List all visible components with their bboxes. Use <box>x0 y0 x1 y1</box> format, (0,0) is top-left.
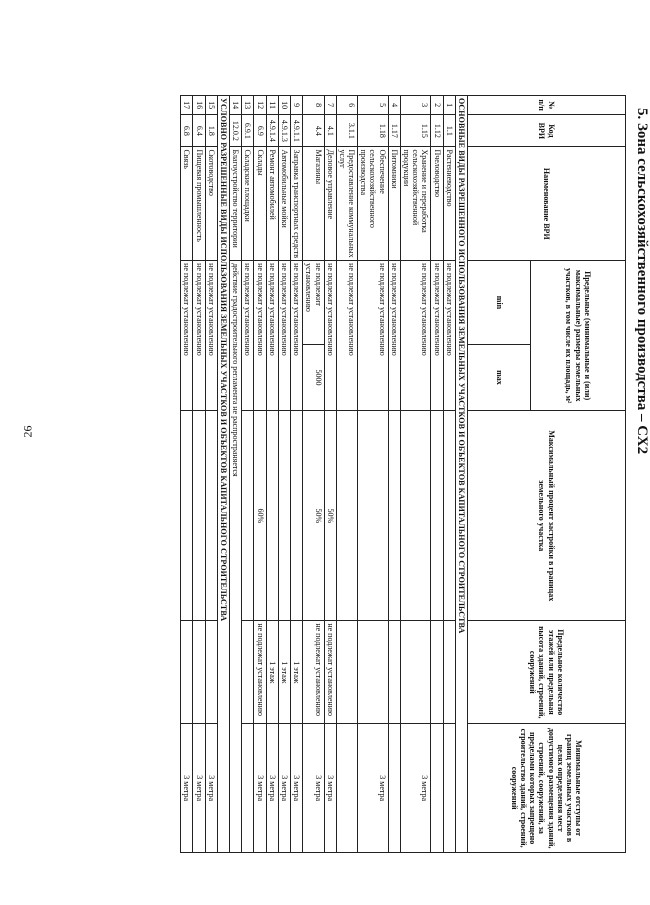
table-row: 1 1.1 Растениеводство не подлежат установлению <box>443 96 455 853</box>
section-main-uses: ОСНОВНЫЕ ВИДЫ РАЗРЕШЕННОГО ИСПОЛЬЗОВАНИЯ ЗЕМЕЛЬНЫХ УЧАСТКОВ И ОБЪЕКТОВ КАПИТАЛЬНОГО СТРОИТЕЛЬСТВА <box>455 96 467 853</box>
table-row: 5 1.18 Обеспечение сельскохозяйственного производства не подлежат установлению 3 метра <box>358 96 389 853</box>
table-row: 12 6.9 Склады не подлежат установлению 60% не подлежат установлению 3 метра <box>254 96 266 853</box>
table-row: 3 1.15 Хранение и переработка сельскохозяйственной продукции не подлежат установлению 3 метра <box>400 96 431 853</box>
table-row: 7 4.1 Деловое управление не подлежат установлению 50% не подлежат установлению 3 метра <box>324 96 336 853</box>
table-row: 9 4.9.1.1 Заправка транспортных средств не подлежат установлению 1 этаж 3 метра <box>291 96 303 853</box>
header-name: Наименование ВРИ <box>468 147 626 261</box>
table-row: 2 1.12 Пчеловодство не подлежат установлению <box>431 96 443 853</box>
header-max: max <box>468 344 531 410</box>
table-row: 13 6.9.1 Складские площадки не подлежат установлению <box>242 96 254 853</box>
header-size: Предельные (минимальные и (или) максимальные) размеры земельных участков, в том числе их площадь, м² <box>531 261 626 411</box>
table-row: 11 4.9.1.4 Ремонт автомобилей не подлежат установлению 1 этаж 3 метра <box>266 96 278 853</box>
table-row: 8 4.4 Магазины не подлежит установлению 5000 50% не подлежат установлению 3 метра <box>303 96 324 853</box>
page-number: 26 <box>20 425 35 438</box>
table-row: 10 4.9.1.3 Автомобильные мойки не подлежат установлению 1 этаж 3 метра <box>278 96 290 853</box>
header-floors: Предельное количество этажей или предельная высота зданий, строений, сооружений <box>468 621 626 724</box>
zoning-table <box>180 95 626 853</box>
table-row: 16 6.4 Пищевая промышленность не подлежат установлению 3 метра <box>193 96 205 853</box>
table-row: 6 3.1.1 Предоставление коммунальных услуг не подлежат установлению <box>336 96 357 853</box>
header-code: Код ВРИ <box>468 115 626 147</box>
table-row: 17 6.8 Связь не подлежат установлению 3 метра <box>181 96 193 853</box>
header-percent: Максимальный процент застройки в границах земельного участка <box>468 411 626 621</box>
header-num: № п/п <box>468 96 626 115</box>
section-conditional-uses: УСЛОВНО РАЗРЕШЕННЫЕ ВИДЫ ИСПОЛЬЗОВАНИЯ ЗЕМЕЛЬНЫХ УЧАСТКОВ И ОБЪЕКТОВ КАПИТАЛЬНОГО СТРОИТЕЛЬСТВА <box>217 96 229 853</box>
header-min: min <box>468 261 531 345</box>
page-title: 5. Зона сельскохозяйственного производства – СХ2 <box>634 108 650 455</box>
table-row: 14 12.0.2 Благоустройство территории действие градостроительного регламента не распространяется <box>230 96 242 853</box>
table-row: 15 1.8 Скотоводство не подлежат установлению 3 метра <box>205 96 217 853</box>
table-row: 4 1.17 Питомники не подлежат установлению <box>388 96 400 853</box>
header-setback: Минимальные отступы от границ земельных участков в целях определения мест допустимого размещения зданий, строений, сооружений, за пределами которых запрещено строительство зданий, строений, сооружений <box>468 724 626 853</box>
